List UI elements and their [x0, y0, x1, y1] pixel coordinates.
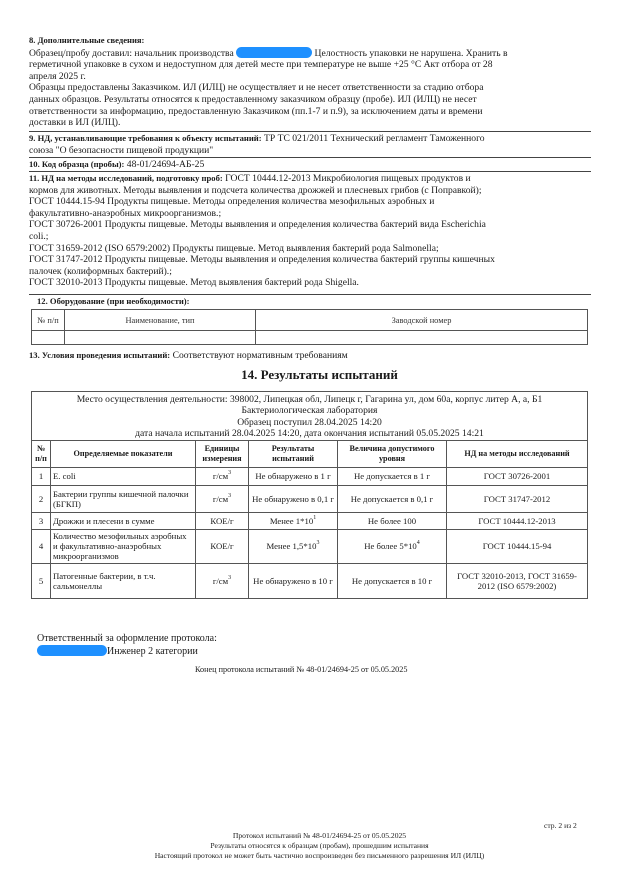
limit: Не более 100 [338, 512, 447, 529]
section-11-line-1: 11. НД на методы исследований, подготовку проб: ГОСТ 10444.12-2013 Микробиология пищевых продуктов и [29, 173, 471, 184]
indicator: E. coli [51, 467, 196, 485]
result: Не обнаружено в 0,1 г [249, 485, 338, 512]
method-line: палочек (колиформных бактерий).; [29, 265, 172, 277]
sample-code: 48-01/24694-АБ-25 [126, 159, 205, 170]
redacted-name [236, 47, 312, 58]
section-test-conditions [29, 350, 591, 362]
section-8-line-3: апреля 2025 г. [29, 70, 86, 82]
indicator: Количество мезофильных аэробных и факультативно-анаэробных микроорганизмов [51, 529, 196, 563]
column-header: Результаты испытаний [249, 440, 338, 467]
column-header: № п/п [32, 310, 65, 331]
method-line: ГОСТ 10444.15-94 Продукты пищевые. Методы определения количества мезофильных аэробных и [29, 196, 435, 208]
sample-received: Образец поступил 28.04.2025 14:20 [237, 416, 382, 428]
column-header: Заводской номер [256, 310, 588, 331]
row-number: 5 [32, 563, 51, 598]
end-of-protocol-note: Конец протокола испытаний № 48-01/24694-25 от 05.05.2025 [195, 665, 408, 674]
method-line: ГОСТ 31659-2012 (ISO 6579:2002) Продукты пищевые. Метод выявления бактерий рода Salmonella; [29, 242, 439, 254]
column-header: Определяемые показатели [51, 440, 196, 467]
table-header-row [32, 440, 588, 467]
section-9-line-1: 9. НД, устанавливающие требования к объекту испытаний: ТР ТС 021/2011 Технический регламент Таможенного [29, 133, 485, 144]
table-row [32, 331, 588, 345]
section-9-heading: 9. НД, устанавливающие требования к объекту испытаний: [29, 133, 262, 143]
results-block [31, 391, 588, 599]
row-number: 1 [32, 467, 51, 485]
section-12-heading: 12. Оборудование (при необходимости): [37, 296, 190, 306]
column-header: № п/п [32, 440, 51, 467]
section-8-line-7: доставки в ИЛ (ИЛЦ). [29, 117, 121, 129]
responsible-person [37, 645, 599, 658]
row-number: 4 [32, 529, 51, 563]
page-number: стр. 2 из 2 [544, 821, 577, 830]
section-8-line-2: герметичной упаковке в сухом и недоступном для детей месте при температуре не выше +25 °С Акт отбора от 28 [29, 59, 493, 71]
method-line: факультативно-анаэробных микроорганизмов.; [29, 207, 222, 219]
redacted-name [37, 645, 107, 656]
limit: Не допускается в 0,1 г [338, 485, 447, 512]
column-header: Единицы измерения [196, 440, 249, 467]
column-header: НД на методы исследований [447, 440, 588, 467]
table-row [32, 529, 588, 563]
table-cell [65, 331, 256, 345]
method-line: кормов для животных. Методы выявления и подсчета количества дрожжей и плесневых грибов (с Поправкой); [29, 184, 482, 196]
column-header: Величина допустимого уровня [338, 440, 447, 467]
method-line: coli.; [29, 230, 49, 242]
unit: $г/см^3$ [196, 563, 249, 598]
method-line: ГОСТ 31747-2012 Продукты пищевые. Методы выявления и определения количества бактерий группы кишечных [29, 254, 495, 266]
table-row [32, 563, 588, 598]
unit: $г/см^3$ [196, 485, 249, 512]
result: Менее $1,5*10^3$ [249, 529, 338, 563]
method-line: ГОСТ 32010-2013 Продукты пищевые. Метод выявления бактерий рода Shigella. [29, 277, 359, 289]
indicator: Патогенные бактерии, в т.ч. сальмонеллы [51, 563, 196, 598]
results-header [32, 392, 587, 440]
unit: $г/см^3$ [196, 467, 249, 485]
equipment-table [31, 309, 588, 345]
table-row [32, 512, 588, 529]
method: ГОСТ 32010-2013, ГОСТ 31659-2012 (ISO 6579:2002) [447, 563, 588, 598]
responsible-block [37, 633, 599, 657]
table-cell [256, 331, 588, 345]
unit: КОЕ/г [196, 512, 249, 529]
table-header-row [32, 310, 588, 331]
section-8-line-1: Образец/пробу доставил: начальник производства Целостность упаковки не нарушена. Хранить в [29, 47, 508, 59]
footer-line-1: Протокол испытаний № 48-01/24694-25 от 05.05.2025 [232, 831, 407, 840]
section-9-line-2: союза "О безопасности пищевой продукции" [29, 144, 214, 156]
results-table [31, 440, 588, 599]
section-methods [29, 173, 591, 289]
place-of-activity: Место осуществления деятельности: 398002, Липецкая обл, Липецк г, Гагарина ул, дом 60а, корпус литер А, а, Б1 [76, 394, 543, 405]
row-number: 2 [32, 485, 51, 512]
section-13-heading: 13. Условия проведения испытаний: [29, 350, 171, 360]
responsible-position: Инженер 2 категории [107, 645, 198, 657]
section-8-line-6: ответственности за информацию, предоставленную Заказчиком (пп.1-7 и п.9), за исключением даты и времени [29, 105, 483, 117]
row-number: 3 [32, 512, 51, 529]
section-requirements [29, 133, 591, 156]
test-conditions-value: Соответствуют нормативным требованиям [172, 350, 348, 361]
unit: КОЕ/г [196, 529, 249, 563]
column-header: Наименование, тип [65, 310, 256, 331]
method: ГОСТ 10444.15-94 [447, 529, 588, 563]
method: ГОСТ 31747-2012 [447, 485, 588, 512]
limit: Не более $5*10^4$ [338, 529, 447, 563]
indicator: Бактерии группы кишечной палочки (БГКП) [51, 485, 196, 512]
test-dates: дата начала испытаний 28.04.2025 14:20, дата окончания испытаний 05.05.2025 14:21 [135, 428, 484, 440]
section-additional-info [29, 35, 591, 129]
result: Не обнаружено в 1 г [249, 467, 338, 485]
section-8-line-5: данных образцов. Результаты относятся к предоставленному заказчиком образцу (пробе). ИЛ (ИЛЦ) не несет [29, 93, 477, 105]
section-10-heading: 10. Код образца (пробы): [29, 159, 125, 169]
method-line: ГОСТ 30726-2001 Продукты пищевые. Методы выявления и определения количества бактерий вида Escherichia [29, 219, 486, 231]
method: ГОСТ 10444.12-2013 [447, 512, 588, 529]
divider [29, 157, 591, 158]
section-8-line-4: Образцы предоставлены Заказчиком. ИЛ (ИЛЦ) не осуществляет и не несет ответственности за стадию отбора [29, 82, 484, 94]
limit: Не допускается в 10 г [338, 563, 447, 598]
section-8-heading: 8. Дополнительные сведения: [29, 35, 145, 45]
divider [29, 171, 591, 172]
result: Менее $1*10^1$ [249, 512, 338, 529]
section-11-heading: 11. НД на методы исследований, подготовку проб: [29, 173, 223, 183]
footer-line-2: Результаты относятся к образцам (пробам), прошедшим испытания [210, 841, 429, 850]
section-sample-code [29, 159, 591, 171]
table-row [32, 485, 588, 512]
table-row [32, 467, 588, 485]
divider [29, 294, 591, 295]
result: Не обнаружено в 10 г [249, 563, 338, 598]
indicator: Дрожжи и плесени в сумме [51, 512, 196, 529]
responsible-label: Ответственный за оформление протокола: [37, 633, 217, 644]
method: ГОСТ 30726-2001 [447, 467, 588, 485]
table-cell [32, 331, 65, 345]
footer-line-3: Настоящий протокол не может быть частично воспроизведен без письменного разрешения ИЛ (ИЛЦ) [154, 851, 485, 860]
laboratory-name: Бактериологическая лаборатория [241, 405, 378, 417]
results-title: 14. Результаты испытаний [241, 367, 398, 382]
limit: Не допускается в 1 г [338, 467, 447, 485]
divider [29, 131, 591, 132]
